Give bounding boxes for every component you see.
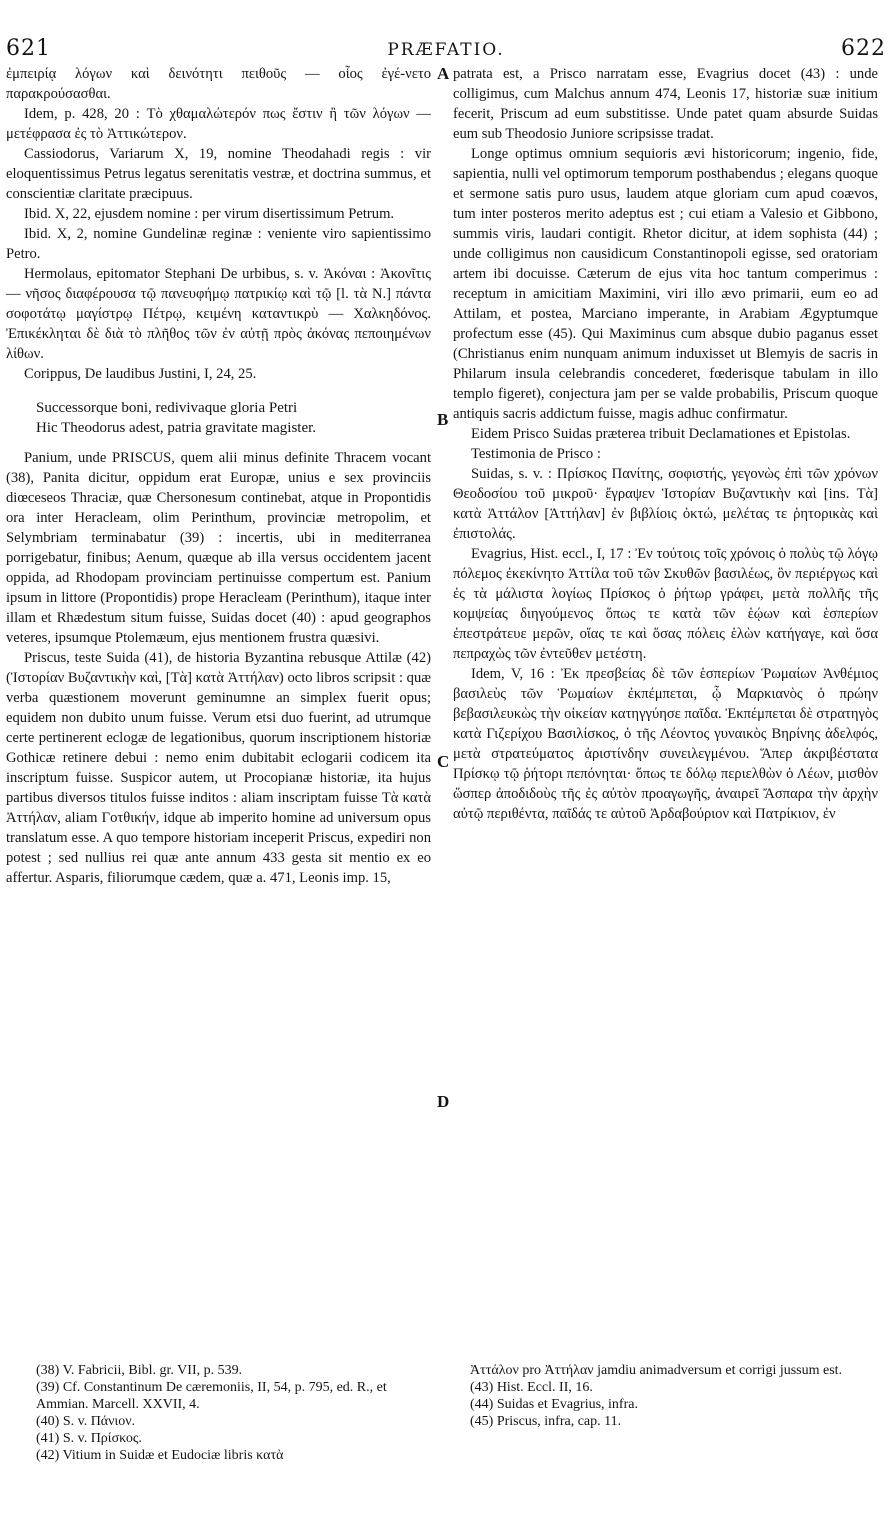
- footnote: (38) V. Fabricii, Bibl. gr. VII, p. 539.: [36, 1363, 243, 1378]
- paragraph: Eidem Prisco Suidas præterea tribuit Declamationes et Epistolas.: [471, 426, 851, 442]
- footnote: (42) Vitium in Suidæ et Eudociæ libris κατὰ: [36, 1448, 284, 1463]
- paragraph: Priscus, teste Suida (41), de historia Byzantina rebusque Attilæ (42) (Ἱστορίαν Βυζαντικὴν καὶ, [Τὰ] κατὰ Ἀττήλαν) octo libros scripsit : quæ verba quæstionem moverunt geminumne an simplex fuerit opus; equidem non dubito unum fuisse. Verum etsi duo fuerint, ad utrumque certe pertinerent eclogæ de legationibus, quorum inscriptionem historiæ Gothicæ retinere debui : nemo enim dubitabit eclogarii codicem ita inscriptum fuisse. Suspicor autem, ut Procopianæ historiæ, ita hujus partibus diversos titulos fuisse inditos : aliam inscriptam fuisse Τὰ κατὰ Ἀττήλαν, aliam Γοτθικήν, idque ab imperito homine ad universum opus translatum esse. A quo tempore historiam inceperit Priscus, expediri non potest ; sed nullius rei quæ ante annum 433 gesta sit mentio ex eo affertur. Asparis, filiorumque cædem, quæ a. 471, Leonis imp. 15,: [6, 650, 431, 886]
- paragraph: Ibid. X, 2, nomine Gundelinæ reginæ : veniente viro sapientissimo Petro.: [6, 226, 431, 262]
- margin-letter-c: C: [437, 752, 450, 771]
- page-number-right: 622: [841, 36, 886, 61]
- paragraph: ἐμπειρίᾳ λόγων καὶ δεινότητι πειθοῦς — οἷος ἐγέ-νετο παρακρούσασθαι.: [6, 66, 431, 102]
- margin-letter-d: D: [437, 1092, 450, 1111]
- margin-letter-a: A: [437, 64, 450, 83]
- paragraph: Cassiodorus, Variarum X, 19, nomine Theodahadi regis : vir eloquentissimus Petrus legatus serenitatis vestræ, et doctrina summus, et conscientiæ claritate præcipuus.: [6, 146, 431, 202]
- footnote: (40) S. v. Πάνιον.: [36, 1414, 136, 1429]
- footnote: (43) Hist. Eccl. II, 16.: [470, 1380, 593, 1395]
- footnote: (39) Cf. Constantinum De cæremoniis, II, 54, p. 795, ed. R., et Ammian. Marcell. XXVII, 4.: [36, 1380, 387, 1412]
- left-column: [6, 64, 431, 888]
- verse-line: Hic Theodorus adest, patria gravitate magister.: [36, 420, 317, 436]
- paragraph: Corippus, De laudibus Justini, I, 24, 25.: [24, 366, 257, 382]
- paragraph: Testimonia de Prisco :: [471, 446, 601, 462]
- paragraph: Idem, p. 428, 20 : Τὸ χθαμαλώτερόν πως ἔστιν ἢ τῶν λόγων — μετέφρασα ἐς τὸ Ἀττικώτερον.: [6, 106, 431, 142]
- running-title: PRÆFATIO.: [387, 40, 505, 60]
- footnote: Ἀττάλον pro Ἀττήλαν jamdiu animadversum et corrigi jussum est.: [470, 1363, 843, 1378]
- paragraph: Panium, unde PRISCUS, quem alii minus definite Thracem vocant (38), Panita dicitur, oppidum erat Europæ, unius e sex provinciis diœceseos Thraciæ, quæ Chersonesum continebat, atque in Propontidis ora inter Heracleam, olim Perinthum, provinciæ metropolim, et Selymbriam terminabatur (39) : incertis, ubi in mediterranea porrigebatur, finibus; Aenum, quæque ab illa versus occidentem jacent oppida, ad Rhodopam provinciam pertinuisse compertum est. Panium ipsum in littore (Propontidis) prope Heracleam (Perinthum), itaque inter illam et Rhædestum situm fuisse, Suidas docet (40) : apud geographos veteres, ipsumque Ptolemæum, ejus mentionem frustra quæsivi.: [6, 450, 431, 646]
- margin-letter-b: B: [437, 410, 449, 429]
- footnotes-right: [470, 1362, 880, 1430]
- paragraph: Suidas, s. v. : Πρίσκος Πανίτης, σοφιστής, γεγονὼς ἐπὶ τῶν χρόνων Θεοδοσίου τοῦ μικροῦ· ἔγραψεν Ἱστορίαν Βυζαντικὴν καὶ [ins. Τὰ] κατὰ Ἀττάλον [Ἀττήλαν] ἐν βιβλίοις ὀκτώ, μελέτας τε ῥητορικὰς καὶ ἐπιστολάς.: [453, 466, 878, 542]
- paragraph: patrata est, a Prisco narratam esse, Evagrius docet (43) : unde colligimus, cum Malchus annum 474, Leonis 17, historiæ suæ initium fecerit, Priscum ad eum substitisse. Unde patet quam absurde Suidas eum sub Theodosio Juniore scripsisse tradat.: [453, 66, 878, 142]
- paragraph: Longe optimus omnium sequioris ævi historicorum; ingenio, fide, sapientia, nulli vel optimorum temporum posthabendus ; elegans quoque et sermone satis puro usus, laudem atque gloriam cum apud coævos, tum inter posteros merito adeptus est ; cui etiam a Valesio et Gibbono, summis viris, laudari contigit. Rhetor dicitur, at idem sophista (44) ; unde colligimus non causidicum Constantinopoli egisse, sed oratoriam artem ibi docuisse. Cæterum de ejus vita hoc tantum comperimus : receptum in amicitiam Maximini, viri illo ævo primarii, eum eo ad Attilam, et postea, Marciano imperante, in Arabiam Ægyptumque profectum esse (45). Qui Maximinus cum absque dubio paganus esset (Christianus enim nunquam animum induxisset ut Blemyis de sacris in Philarum insula celebrandis concederet, fœderisque tabulam in illo templo figeret), conjectura jam per se valde probabilis, Priscum quoque antiquis sacris addictum fuisse, magis adhuc confirmatur.: [453, 146, 878, 422]
- footnotes-left: [36, 1362, 426, 1464]
- paragraph: Idem, V, 16 : Ἐκ πρεσβείας δὲ τῶν ἑσπερίων Ῥωμαίων Ἀνθέμιος βασιλεὺς τῶν Ῥωμαίων ἐκπέμπεται, ᾧ Μαρκιανὸς ὁ πρώην βεβασιλευκὼς τὴν οἰκείαν κατηγγύησε παῖδα. Ἐκπέμπεται δὲ στρατηγὸς κατὰ Γιζερίχου Βασιλίσκος, ὁ τῆς Λέοντος γυναικὸς Βηρίνης ἀδελφός, μετὰ στρατεύματος ἀριστίνδην συνειλεγμένου. Ἅπερ ἀκριβέστατα Πρίσκῳ τῷ ῥήτορι πεπόνηται· ὅπως τε δόλῳ περιελθὼν ὁ Λέων, μισθὸν ὥσπερ ἀποδιδοὺς τῆς ἐς αὐτὸν προαγωγῆς, ἀναιρεῖ Ἄσπαρα τὴν ἀρχὴν αὐτῷ περιθέντα, παῖδάς τε αὐτοῦ Ἀρδαβούριον καὶ Πατρίκιον, ἐν: [453, 666, 878, 822]
- paragraph: Ibid. X, 22, ejusdem nomine : per virum disertissimum Petrum.: [24, 206, 395, 222]
- footnote: (44) Suidas et Evagrius, infra.: [470, 1397, 638, 1412]
- paragraph: Evagrius, Hist. eccl., I, 17 : Ἐν τούτοις τοῖς χρόνοις ὁ πολὺς τῷ λόγῳ πόλεμος ἐκεκίνητο Ἀττίλα τοῦ τῶν Σκυθῶν βασιλέως, ὃν περιέργως καὶ ἐς τὰ μάλιστα λογίως Πρίσκος ὁ ῥήτωρ γράφει, μετὰ πολλῆς τῆς κομψείας διηγούμενος ὅπως τε κατὰ τῶν ἑῴων καὶ ἑσπερίων ἐπεστράτευε μερῶν, οἵας τε καὶ ὅσας πόλεις ἑλὼν κατήγαγε, καὶ ὅσα πεπραχὼς τῶν ἐντεῦθεν μετέστη.: [453, 546, 878, 662]
- verse-line: Successorque boni, redivivaque gloria Petri: [36, 400, 298, 416]
- page-number-left: 621: [6, 36, 51, 61]
- paragraph: Hermolaus, epitomator Stephani De urbibus, s. v. Ἀκόναι : Ἀκονῖτις — νῆσος διαφέρουσα τῷ πανευφήμῳ πατρικίῳ καὶ τῷ [l. τὰ N.] πάντα σοφοτάτῳ μαγίστρῳ Πέτρῳ, κειμένη καταντικρὺ — Χαλκηδόνος. Ἐπικέκληται δὲ διὰ τὸ πλῆθος τῶν ἐν αὐτῇ πρὸς ἀκόνας πεποιημένων λίθων.: [6, 266, 431, 362]
- footnote: (45) Priscus, infra, cap. 11.: [470, 1414, 622, 1429]
- footnote: (41) S. v. Πρίσκος.: [36, 1431, 142, 1446]
- right-column: [453, 64, 878, 824]
